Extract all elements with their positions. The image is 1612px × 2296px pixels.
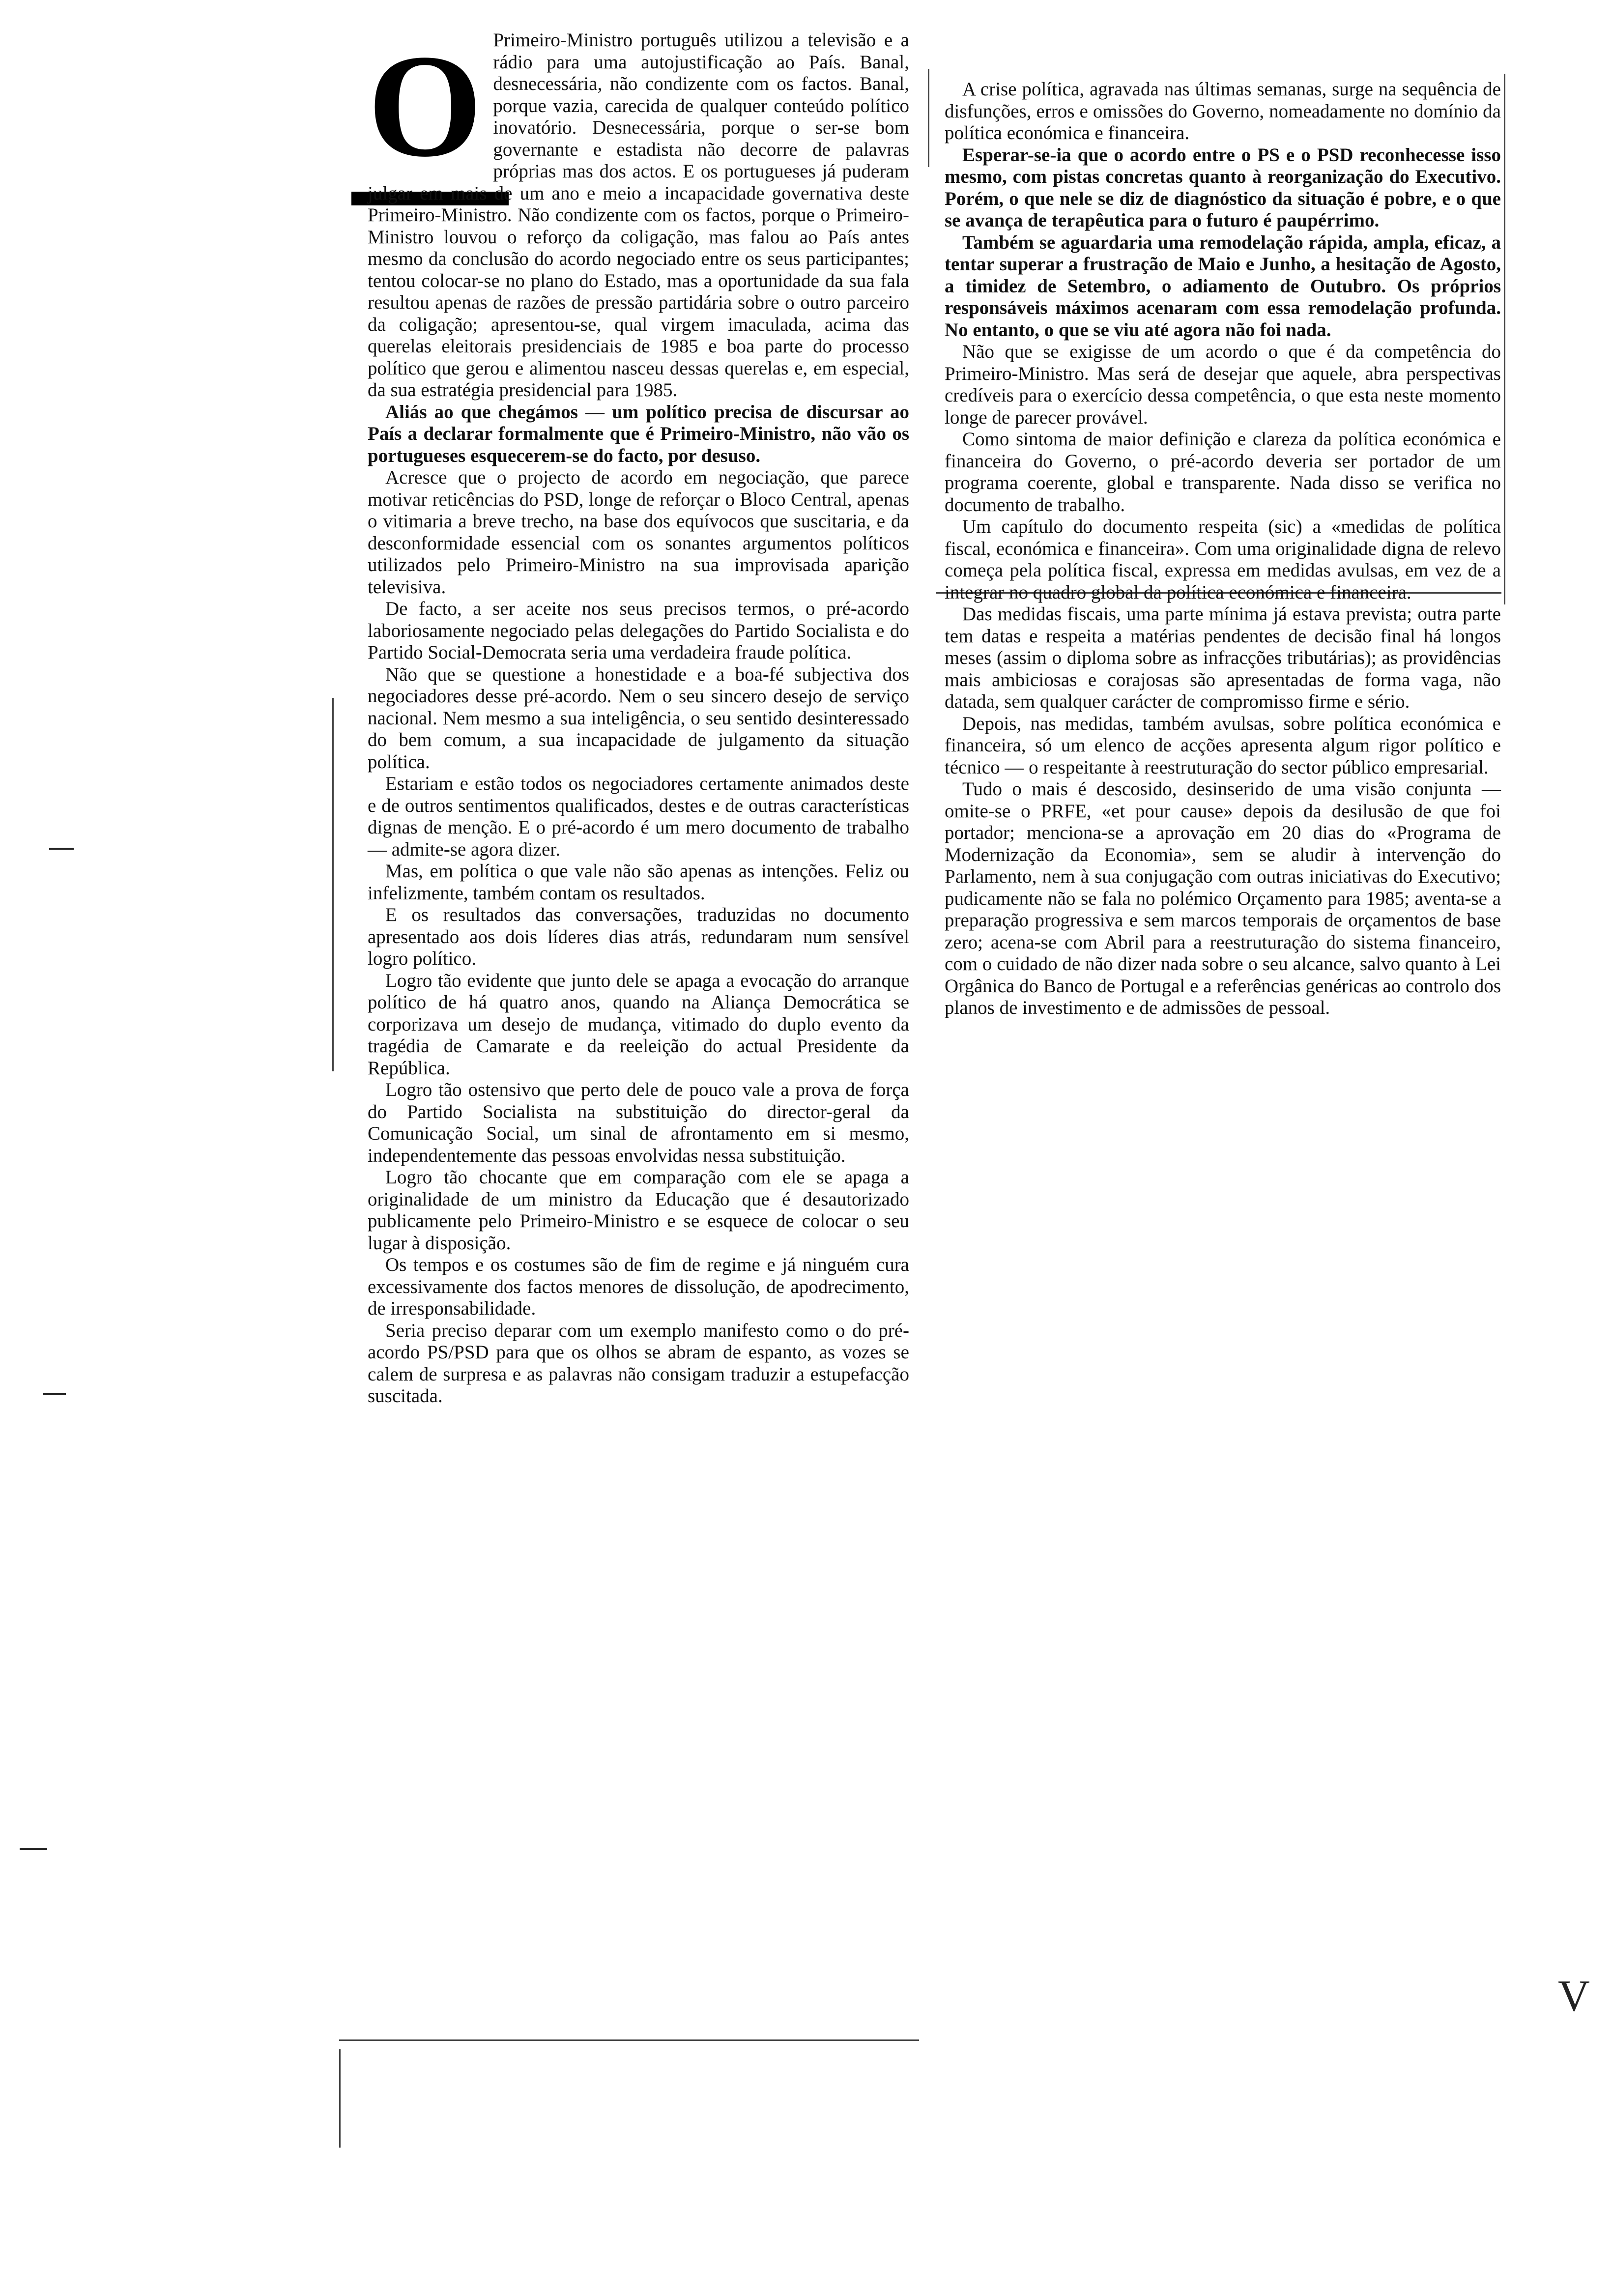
paragraph: De facto, a ser aceite nos seus precisos termos, o pré-acordo laboriosamente negociado pelas delegações do Partido Socialista e do Partido Social-Democrata seria uma verdadeira fraude política. — [368, 598, 909, 663]
margin-tick — [20, 1848, 47, 1850]
right-column-rule-lower — [1504, 74, 1505, 604]
paragraph: Tudo o mais é descosido, desinserido de uma visão conjunta — omite-se o PRFE, «et pour cause» depois da desilusão de que foi portador; menciona-se a aprovação em 20 dias do «Programa de Modernização da Economia», sem se aludir à intervenção do Parlamento, nem à sua conjugação com outras iniciativas do Executivo; pudicamente não se fala no polémico Orçamento para 1985; aventa-se a preparação progressiva e sem marcos temporais de orçamentos de base zero; acena-se com Abril para a reestruturação do sistema financeiro, com o cuidado de não dizer nada sobre o seu alcance, salvo quanto à Lei Orgânica do Banco de Portugal e a referências genéricas ao controlo dos planos de investimento e de admissões de pessoal. — [945, 778, 1501, 1018]
paragraph: Os tempos e os costumes são de fim de regime e já ninguém cura excessivamente dos factos menores de dissolução, de apodrecimento, de irresponsabilidade. — [368, 1254, 909, 1319]
bottom-left-rule — [339, 2039, 919, 2041]
left-column — [368, 24, 909, 1407]
paragraph: Aliás ao que chegámos — um político precisa de discursar ao País a declarar formalmente que é Primeiro-Ministro, não vão os portugueses esquecerem-se do facto, por desuso. — [368, 401, 909, 466]
paragraph: Não que se questione a honestidade e a boa-fé subjectiva dos negociadores desse pré-acordo. Nem o seu sincero desejo de serviço nacional. Nem mesmo a sua inteligência, o seu sentido desinteressado do bem comum, a sua incapacidade de julgamento da situação política. — [368, 663, 909, 773]
margin-tick — [43, 1393, 66, 1395]
paragraph: Mas, em política o que vale não são apenas as intenções. Feliz ou infelizmente, também contam os resultados. — [368, 861, 909, 904]
drop-cap: O — [368, 24, 483, 187]
paragraph: Um capítulo do documento respeita (sic) a «medidas de política fiscal, económica e financeira». Com uma originalidade digna de relevo começa pela política fiscal, expressa em medidas avulsas, em vez de a integrar no quadro global da política económica e financeira. — [945, 516, 1501, 603]
margin-check-mark: V — [1558, 1972, 1590, 2020]
paragraph: Logro tão ostensivo que perto dele de pouco vale a prova de força do Partido Socialista na substituição do director-geral da Comunicação Social, um sinal de afrontamento em si mesmo, independentemente das pessoas envolvidas nessa substituição. — [368, 1079, 909, 1166]
paragraph: Como sintoma de maior definição e clareza da política económica e financeira do Governo, o pré-acordo deveria ser portador de um programa coerente, global e transparente. Nada disso se verifica no documento de trabalho. — [945, 429, 1501, 516]
paragraph: Esperar-se-ia que o acordo entre o PS e o PSD reconhecesse isso mesmo, com pistas concretas quanto à reorganização do Executivo. Porém, o que nele se diz de diagnóstico da situação é pobre, e o que se avança de terapêutica para o futuro é paupérrimo. — [945, 144, 1501, 231]
right-column — [945, 79, 1501, 1019]
left-margin-rule — [332, 698, 334, 1071]
paragraph: Também se aguardaria uma remodelação rápida, ampla, eficaz, a tentar superar a frustração de Maio e Junho, a hesitação de Agosto, a timidez de Setembro, o adiamento de Outubro. Os próprios responsáveis máximos acenaram com essa remodelação profunda. No entanto, o que se viu até agora não foi nada. — [945, 231, 1501, 341]
paragraph: Acresce que o projecto de acordo em negociação, que parece motivar reticências do PSD, longe de reforçar o Bloco Central, apenas o vitimaria a breve trecho, na base dos equívocos que suscitaria, e da desconformidade essencial com os sonantes argumentos políticos utilizados pelo Primeiro-Ministro na sua improvisada aparição televisiva. — [368, 467, 909, 598]
paragraph: Das medidas fiscais, uma parte mínima já estava prevista; outra parte tem datas e respeita a matérias pendentes de decisão final há longos meses (assim o diploma sobre as infracções tributárias); as providências mais ambiciosas e corajosas são apresentadas de forma vaga, não datada, sem qualquer carácter de compromisso firme e sério. — [945, 603, 1501, 712]
paragraph: Estariam e estão todos os negociadores certamente animados deste e de outros sentimentos qualificados, destes e de outras características dignas de menção. E o pré-acordo é um mero documento de trabalho — admite-se agora dizer. — [368, 773, 909, 860]
paragraph: E os resultados das conversações, traduzidas no documento apresentado aos dois líderes dias atrás, redundaram num sensível logro político. — [368, 904, 909, 969]
paragraph: Seria preciso deparar com um exemplo manifesto como o do pré-acordo PS/PSD para que os olhos se abram de espanto, as vozes se calem de surpresa e as palavras não consigam traduzir a estupefacção suscitada. — [368, 1320, 909, 1406]
right-column-rule — [928, 69, 929, 167]
paragraph: Depois, nas medidas, também avulsas, sobre política económica e financeira, só um elenco de acções apresenta algum rigor político e técnico — o respeitante à reestruturação do sector público empresarial. — [945, 713, 1501, 778]
bottom-margin-rule — [339, 2049, 341, 2148]
paragraph: Primeiro-Ministro português utilizou a televisão e a rádio para uma autojustificação ao País. Banal, desnecessária, não condizente com os factos. Banal, porque vazia, carecida de qualquer conteúdo político inovatório. Desnecessária, porque o ser-se bom governante e estadista não decorre de palavras próprias mas dos actos. E os portugueses já puderam julgar em mais de um ano e meio a incapacidade governativa deste Primeiro-Ministro. Não condizente com os factos, porque o Primeiro-Ministro louvou o reforço da coligação, mas falou ao País antes mesmo da conclusão do acordo negociado entre os seus participantes; tentou colocar-se no plano do Estado, mas a oportunidade da sua fala resultou apenas de razões de pressão partidária sobre o outro parceiro da coligação; apresentou-se, qual virgem imaculada, acima das querelas eleitorais presidenciais de 1985 e boa parte do processo político que gerou e alimentou nasceu dessas querelas e, em especial, da sua estratégia presidencial para 1985. — [368, 29, 909, 401]
paragraph: Logro tão chocante que em comparação com ele se apaga a originalidade de um ministro da Educação que é desautorizado publicamente pelo Primeiro-Ministro e se esquece de colocar o seu lugar à disposição. — [368, 1167, 909, 1254]
paragraph: Não que se exigisse de um acordo o que é da competência do Primeiro-Ministro. Mas será de desejar que aquele, abra perspectivas credíveis para o exercício dessa competência, o que esta neste momento longe de parecer provável. — [945, 341, 1501, 428]
paragraph: A crise política, agravada nas últimas semanas, surge na sequência de disfunções, erros e omissões do Governo, nomeadamente no domínio da política económica e financeira. — [945, 79, 1501, 144]
paragraph: Logro tão evidente que junto dele se apaga a evocação do arranque político de há quatro anos, quando na Aliança Democrática se corporizava um desejo de mudança, vitimado do duplo evento da tragédia de Camarate e da reeleição do actual Presidente da República. — [368, 970, 909, 1079]
margin-tick — [49, 848, 74, 850]
